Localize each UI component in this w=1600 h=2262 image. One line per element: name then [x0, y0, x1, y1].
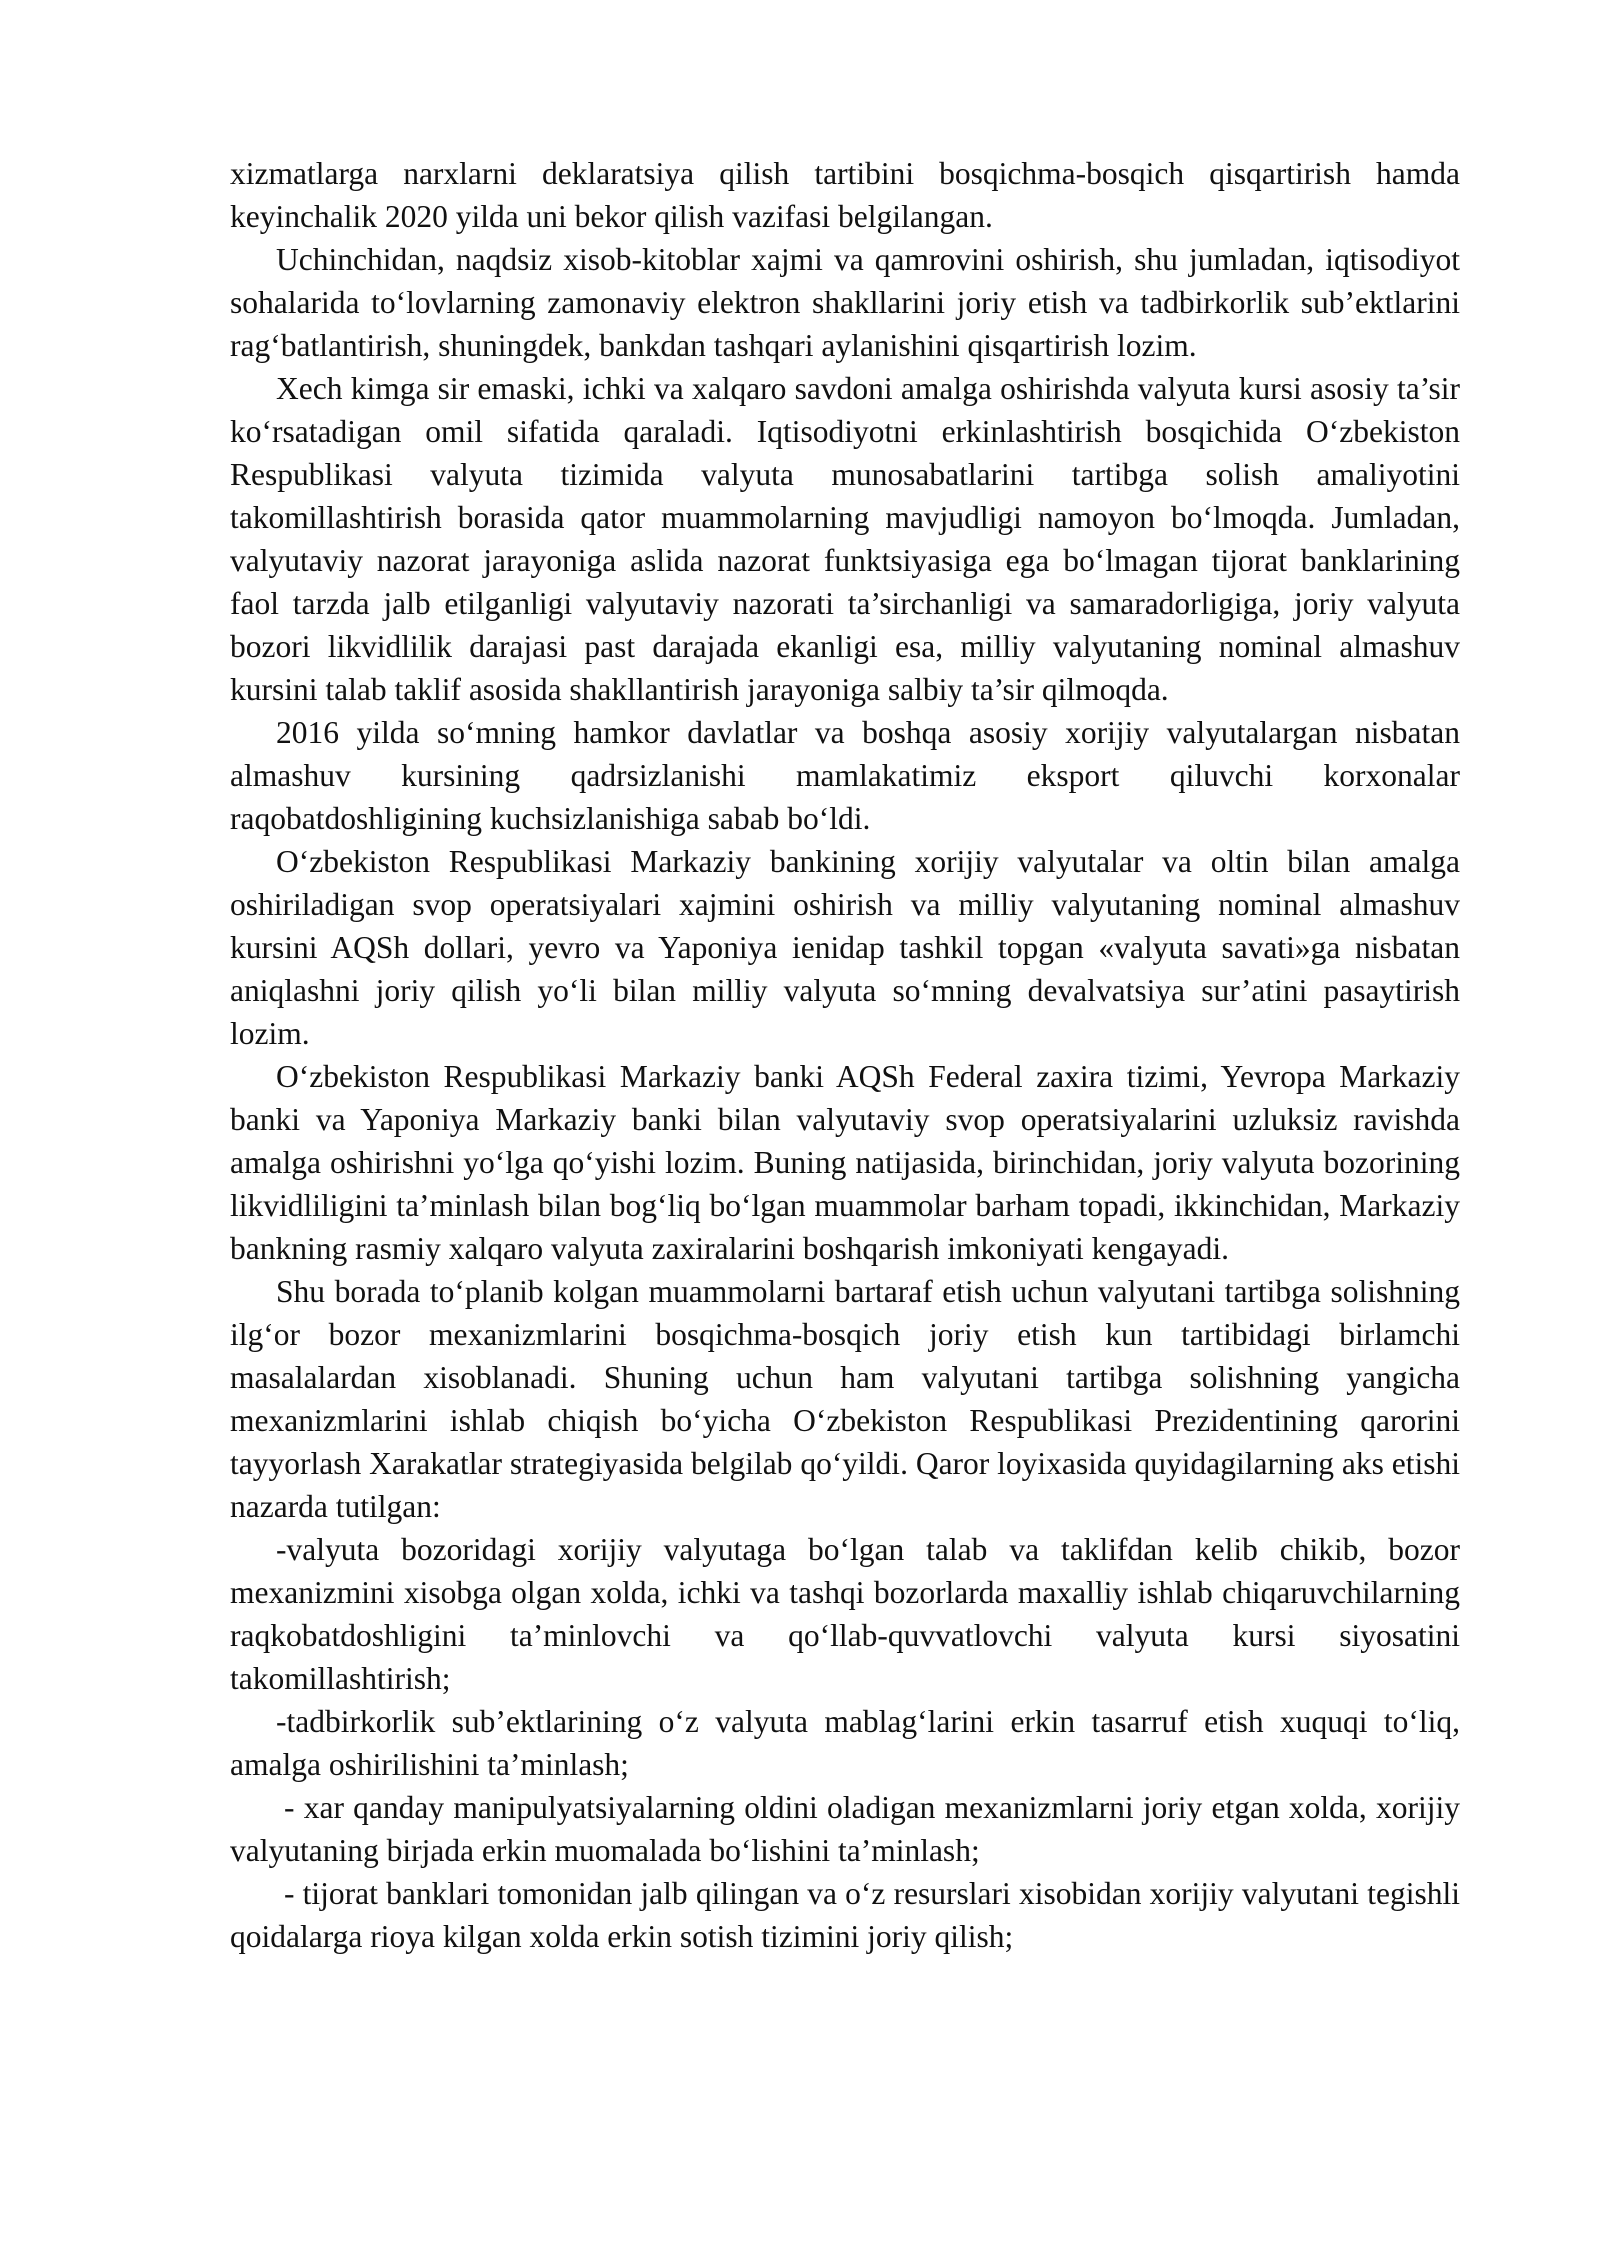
paragraph-2016-devaluation: 2016 yilda so‘mning hamkor davlatlar va boshqa asosiy xorijiy valyutalargan nisbatan almashuv kursining qadrsizlanishi mamlakatimiz eksport qiluvchi korxonalar raqobatdoshligining kuchsizlanishiga sabab bo‘ldi. [230, 715, 1460, 836]
list-item-entrepreneur-rights: -tadbirkorlik sub’ektlarining o‘z valyuta mablag‘larini erkin tasarruf etish xuquqi to‘liq, amalga oshirilishini ta’minlash; [230, 1704, 1460, 1782]
paragraph-exchange-rate: Xech kimga sir emaski, ichki va xalqaro savdoni amalga oshirishda valyuta kursi asosiy ta’sir ko‘rsatadigan omil sifatida qaraladi. Iqtisodiyotni erkinlashtirish bosqichida O‘zbekiston Respublikasi valyuta tizimida valyuta munosabatlarini tartibga solish amaliyotini takomillashtirish borasida qator muammolarning mavjudligi namoyon bo‘lmoqda. Jumladan, valyutaviy nazorat jarayoniga aslida nazorat funktsiyasiga ega bo‘lmagan tijorat banklarining faol tarzda jalb etilganligi valyutaviy nazorati ta’sirchanligi va samaradorligiga, joriy valyuta bozori likvidlilik darajasi past darajada ekanligi esa, milliy valyutaning nominal almashuv kursini talab taklif asosida shakllantirish jarayoniga salbiy ta’sir qilmoqda. [230, 371, 1460, 707]
paragraph-market-mechanisms: Shu borada to‘planib kolgan muammolarni bartaraf etish uchun valyutani tartibga solishning ilg‘or bozor mexanizmlarini bosqichma-bosqich joriy etish kun tartibidagi birlamchi masalalardan xisoblanadi. Shuning uchun ham valyutani tartibga solishning yangicha mexanizmlarini ishlab chiqish bo‘yicha O‘zbekiston Respublikasi Prezidentining qarorini tayyorlash Xarakatlar strategiyasida belgilab qo‘yildi. Qaror loyixasida quyidagilarning aks etishi nazarda tutilgan: [230, 1274, 1460, 1524]
paragraph-central-bank-swap: O‘zbekiston Respublikasi Markaziy bankining xorijiy valyutalar va oltin bilan amalga oshiriladigan svop operatsiyalari xajmini oshirish va milliy valyutaning nominal almashuv kursini AQSh dollari, yevro va Yaponiya ienidap tashkil topgan «valyuta savati»ga nisbatan aniqlashni joriy qilish yo‘li bilan milliy valyuta so‘mning devalvatsiya sur’atini pasaytirish lozim. [230, 844, 1460, 1051]
paragraph-swap-operations: O‘zbekiston Respublikasi Markaziy banki AQSh Federal zaxira tizimi, Yevropa Markaziy banki va Yaponiya Markaziy banki bilan valyutaviy svop operatsiyalarini uzluksiz ravishda amalga oshirishni yo‘lga qo‘yishi lozim. Buning natijasida, birinchidan, joriy valyuta bozorining likvidliligini ta’minlash bilan bog‘liq bo‘lgan muammolar barham topadi, ikkinchidan, Markaziy bankning rasmiy xalqaro valyuta zaxiralarini boshqarish imkoniyati kengayadi. [230, 1059, 1460, 1266]
paragraph-continuation: xizmatlarga narxlarni deklaratsiya qilish tartibini bosqichma-bosqich qisqartirish hamda keyinchalik 2020 yilda uni bekor qilish vazifasi belgilangan. [230, 156, 1460, 234]
list-item-exchange-policy: -valyuta bozoridagi xorijiy valyutaga bo‘lgan talab va taklifdan kelib chikib, bozor mexanizmini xisobga olgan xolda, ichki va tashqi bozorlarda maxalliy ishlab chiqaruvchilarning raqkobatdoshligini ta’minlovchi va qo‘llab-quvvatlovchi valyuta kursi siyosatini takomillashtirish; [230, 1532, 1460, 1696]
paragraph-cashless-payments: Uchinchidan, naqdsiz xisob-kitoblar xajmi va qamrovini oshirish, shu jumladan, iqtisodiyot sohalarida to‘lovlarning zamonaviy elektron shakllarini joriy etish va tadbirkorlik sub’ektlarini rag‘batlantirish, shuningdek, bankdan tashqari aylanishini qisqartirish lozim. [230, 242, 1460, 363]
list-item-bank-sales: - tijorat banklari tomonidan jalb qilingan va o‘z resurslari xisobidan xorijiy valyutani tegishli qoidalarga rioya kilgan xolda erkin sotish tizimini joriy qilish; [230, 1876, 1460, 1954]
document-page [230, 152, 1460, 1958]
list-item-exchange-trading: - xar qanday manipulyatsiyalarning oldini oladigan mexanizmlarni joriy etgan xolda, xorijiy valyutaning birjada erkin muomalada bo‘lishini ta’minlash; [230, 1790, 1460, 1868]
